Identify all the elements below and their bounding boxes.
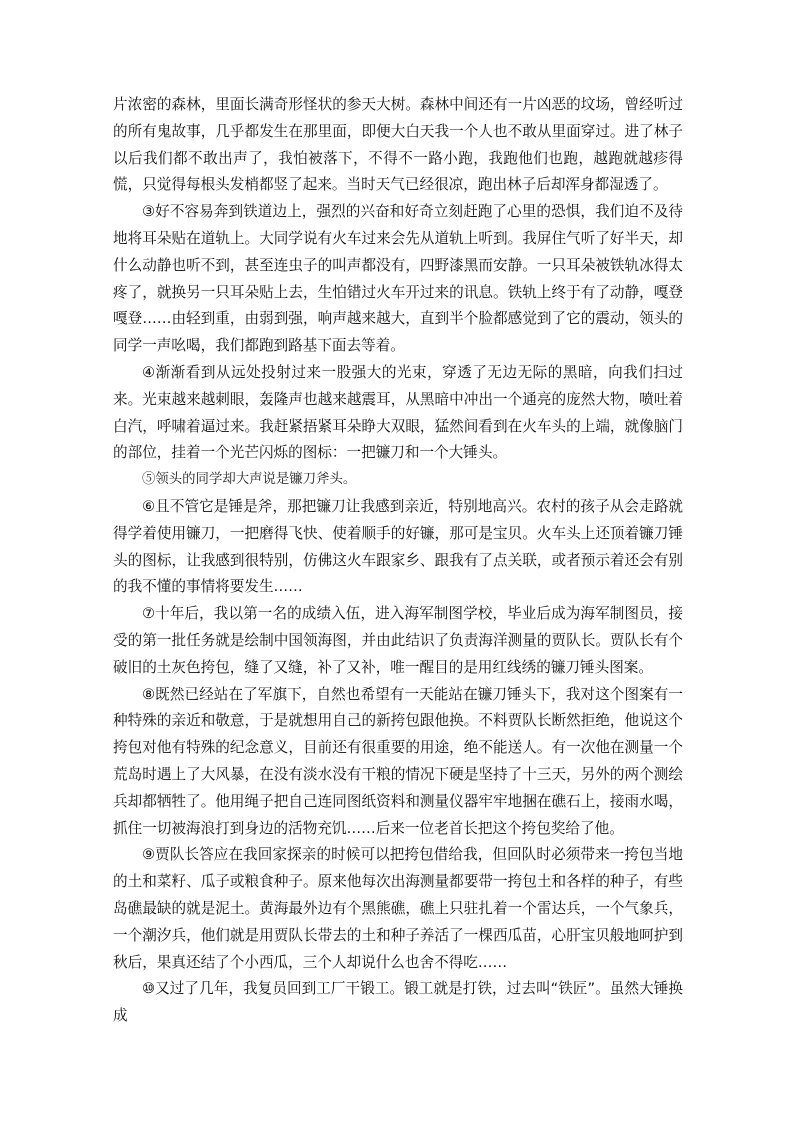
- paragraph-5-sickle-axe: ⑤领头的同学却大声说是镰刀斧头。: [142, 472, 357, 488]
- paragraph-7-enlistment: ⑦十年后，我以第一名的成绩入伍，进入海军制图学校，毕业后成为海军制图员，接受的第一批任务就是绘制中国领海图，并由此结识了负责海洋测量的贾队长。贾队长有个破旧的土灰色挎包，缝了又缝，补了又补，唯一醒目的是用红线绣的镰刀锤头图案。: [113, 605, 683, 676]
- document-body: [113, 92, 683, 1030]
- paragraph-9-soil-seeds: ⑨贾队长答应在我回家探亲的时候可以把挎包借给我，但回队时必须带来一挎包当地的土和菜籽、瓜子或粮食种子。原来他每次出海测量都要带一挎包土和各样的种子，有些岛礁最缺的就是泥土。黄海最外边有个黑熊礁，礁上只驻扎着一个雷达兵，一个气象兵，一个潮汐兵，他们就是用贾队长带去的土和种子养活了一棵西瓜苗，心肝宝贝般地呵护到秋后，果真还结了个小西瓜，三个人却说什么也舍不得吃……: [113, 846, 683, 971]
- paragraph-continued-forest: 片浓密的森林，里面长满奇形怪状的参天大树。森林中间还有一片凶恶的坟场，曾经听过的所有鬼故事，几乎都发生在那里面，即便大白天我一个人也不敢从里面穿过。进了林子以后我们都不敢出声了，我怕被落下，不得不一路小跑，我跑他们也跑，越跑就越疹得慌，只觉得每根头发梢都竖了起来。当时天气已经很凉，跑出林子后却浑身都湿透了。: [113, 96, 683, 194]
- paragraph-3-railway: ③好不容易奔到铁道边上，强烈的兴奋和好奇立刻赶跑了心里的恐惧，我们迫不及待地将耳朵贴在道轨上。大同学说有火车过来会先从道轨上听到。我屏住气听了好半天，却什么动静也听不到，甚至连虫子的叫声都没有，四野漆黑而安静。一只耳朵被铁轨冰得太疼了，就换另一只耳朵贴上去，生怕错过火车开过来的讯息。铁轨上终于有了动静，嘎登嘎登……由轻到重，由弱到强，响声越来越大，直到半个脸都感觉到了它的震动，领头的同学一声吆喝，我们都跑到路基下面去等着。: [113, 203, 683, 355]
- paragraph-8-satchel: ⑧既然已经站在了军旗下，自然也希望有一天能站在镰刀锤头下，我对这个图案有一种特殊的亲近和敬意，于是就想用自己的新挎包跟他换。不料贾队长断然拒绝，他说这个挎包对他有特殊的纪念意义，目前还有很重要的用途，绝不能送人。有一次他在测量一个荒岛时遇上了大风暴，在没有淡水没有干粮的情况下硬是坚持了十三天，另外的两个测绘兵却都牺牲了。他用绳子把自己连同图纸资料和测量仪器牢牢地捆在礁石上，接雨水喝，抓住一切被海浪打到身边的活物充饥……后来一位老首长把这个挎包奖给了他。: [113, 685, 683, 837]
- paragraph-6-sickle: ⑥且不管它是锤是斧，那把镰刀让我感到亲近，特别地高兴。农村的孩子从会走路就得学着使用镰刀，一把磨得飞快、使着顺手的好镰，那可是宝贝。火车头上还顶着镰刀锤头的图标，让我感到很特别，仿佛这火车跟家乡、跟我有了点关联，或者预示着还会有别的我不懂的事情将要发生……: [113, 497, 683, 596]
- paragraph-10-blacksmith: ⑩又过了几年，我复员回到工厂干锻工。锻工就是打铁，过去叫“铁匠”。虽然大锤换成: [113, 980, 683, 1025]
- paragraph-4-train-arrives: ④渐渐看到从远处投射过来一股强大的光束，穿透了无边无际的黑暗，向我们扫过来。光束越来越刺眼，轰隆声也越来越震耳，从黑暗中冲出一个通亮的庞然大物，喷吐着白汽，呼啸着逼过来。我赶紧捂紧耳朵睁大双眼，猛然间看到在火车头的上端，就像脑门的部位，挂着一个光芒闪烁的图标：一把镰刀和一个大锤头。: [113, 363, 683, 462]
